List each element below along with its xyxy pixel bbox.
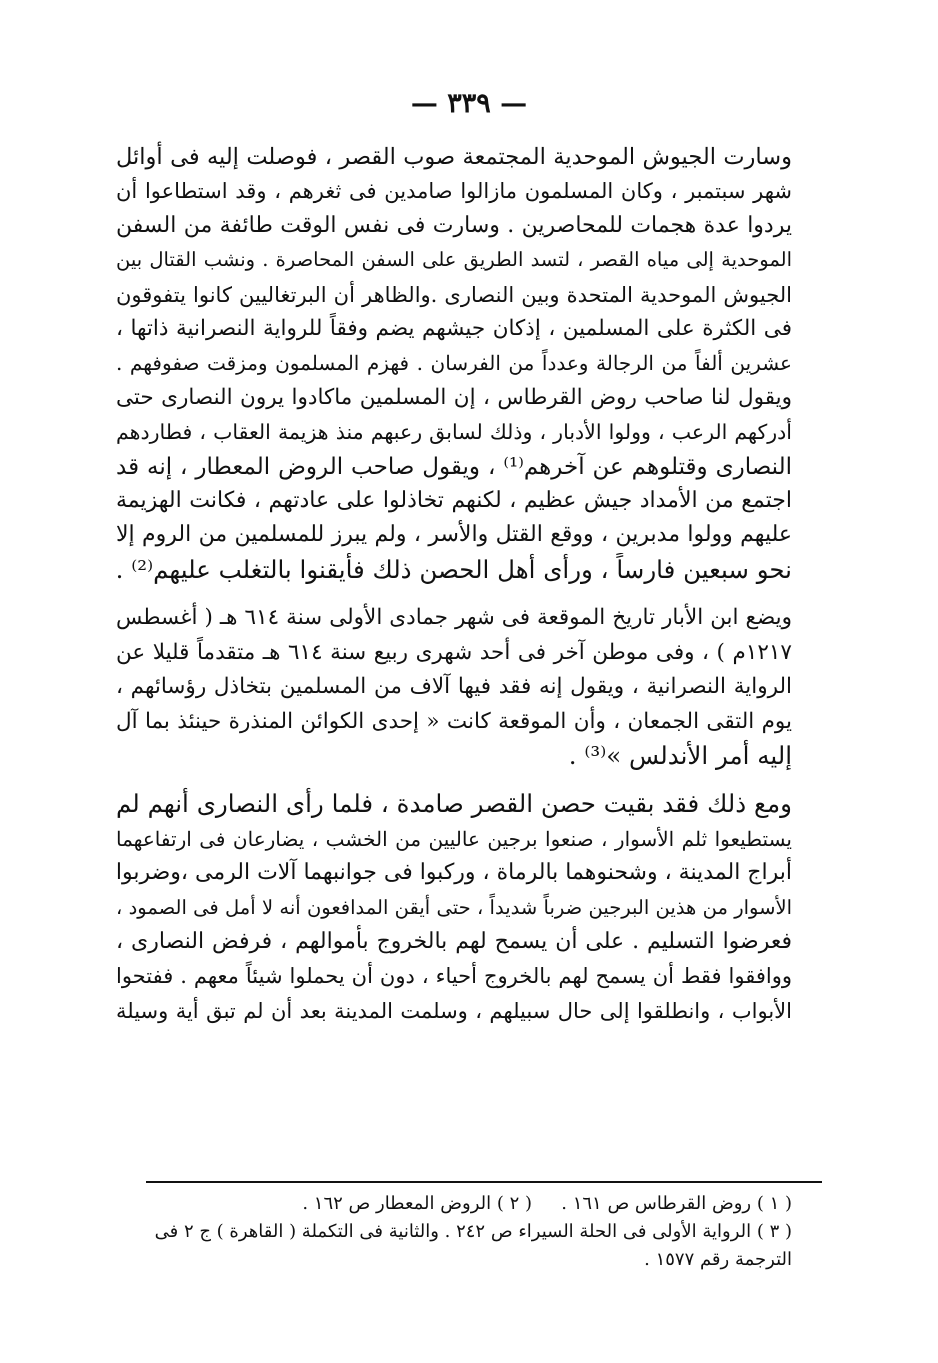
main-text — [116, 140, 792, 1028]
footnotes — [116, 1190, 792, 1274]
text-line: الرواية النصرانية ، ويقول إنه فقد فيها آلاف من المسلمين بتخاذل رؤسائهم ، — [116, 674, 792, 700]
text-line: ويقول لنا صاحب روض القرطاس ، إن المسلمين ماكادوا يرون النصارى حتى — [116, 384, 792, 410]
text-line: شهر سبتمبر ، وكان المسلمون مازالوا صامدين فى ثغرهم ، وقد استطاعوا أن — [116, 179, 792, 204]
text-line: عليهم وولوا مدبرين ، ووقع القتل والأسر ، ولم يبرز للمسلمين من الروم إلا — [116, 522, 792, 548]
text-line: يردوا عدة هجمات للمحاصرين . وسارت فى نفس الوقت طائفة من السفن — [116, 212, 792, 238]
text-line: الجيوش الموحدية المتحدة وبين النصارى .والظاهر أن البرتغاليين كانوا يتفوقون — [116, 282, 792, 307]
text-line: الموحدية إلى مياه القصر ، لتسد الطريق على السفن المحاصرة . ونشب القتال بين — [116, 248, 792, 272]
text-line: فى الكثرة على المسلمين ، إذكان جيشهم يضم وفقاً للرواية النصرانية ذاتها ، — [116, 316, 792, 342]
text-line: يوم التقى الجمعان ، وأن الموقعة كانت « إحدى الكوائن المنذرة حينئذ بما آل — [116, 708, 792, 734]
text-line: يستطيعوا ثلم الأسوار ، صنعوا برجين عاليين من الخشب ، يضارعان فى ارتفاعهما — [116, 826, 792, 851]
paragraph-3 — [116, 787, 792, 1028]
footnote-2: ( ٢ ) الروض المعطار ص ١٦٢ . — [302, 1193, 532, 1214]
text-line: ومع ذلك فقد بقيت حصن القصر صامدة ، فلما رأى النصارى أنهم لم — [116, 789, 792, 819]
text-line: النصارى وقتلوهم عن آخرهم⁽¹⁾ ، ويقول صاحب الروض المعطار ، إنه قد — [116, 453, 792, 480]
paragraph-2 — [116, 601, 792, 773]
footnote-3: ( ٣ ) الرواية الأولى فى الحلة السيراء ص ٢٤٢ . والثانية فى التكملة ( القاهرة ) ج ٢ فى — [154, 1221, 792, 1242]
text-line: اجتمع من الأمداد جيش عظيم ، لكنهم تخاذلوا على عادتهم ، فكانت الهزيمة — [116, 488, 792, 514]
text-line: عشرين ألفاً من الرجالة وعدداً من الفرسان . فهزم المسلمون ومزقت صفوفهم . — [116, 351, 792, 376]
text-line: ١٢١٧م ) ، وفى موطن آخر فى أحد شهرى ربيع سنة ٦١٤ هـ متقدماً قليلا عن — [116, 639, 792, 665]
footnote-row — [116, 1190, 792, 1218]
text-line: أدركهم الرعب ، وولوا الأدبار ، وذلك لسابق رعبهم منذ هزيمة العقاب ، فطاردهم — [116, 420, 792, 445]
text-line: الأبواب ، وانطلقوا إلى حال سبيلهم ، وسلمت المدينة بعد أن لم تبق أية وسيلة — [116, 998, 792, 1023]
text-line: وسارت الجيوش الموحدية المجتمعة صوب القصر ، فوصلت إليه فى أوائل — [116, 144, 792, 170]
page-number: — ٣٣٩ — — [410, 88, 528, 119]
paragraph-1 — [116, 140, 792, 587]
text-line: ويضع ابن الأبار تاريخ الموقعة فى شهر جمادى الأولى سنة ٦١٤ هـ ( أغسطس — [116, 605, 792, 631]
footnote-divider — [146, 1181, 822, 1183]
footnote-1: ( ١ ) روض القرطاس ص ١٦١ . — [561, 1193, 792, 1214]
footnote-3-continued: الترجمة رقم ١٥٧٧ . — [644, 1249, 792, 1270]
text-line: نحو سبعين فارساً ، ورأى أهل الحصن ذلك فأيقنوا بالتغلب عليهم⁽²⁾ . — [116, 554, 792, 584]
text-line: أبراج المدينة ، وشحنوهما بالرماة ، وركبوا فى جوانبهما آلات الرمى ،وضربوا — [116, 860, 792, 886]
text-line: ووافقوا فقط أن يسمح لهم بالخروج أحياء ، دون أن يحملوا شيئاً معهم . ففتحوا — [116, 964, 792, 989]
text-line: الأسوار من هذين البرجين ضرباً شديداً ، حتى أيقن المدافعون أنه لا أمل فى الصمود ، — [116, 895, 792, 919]
text-line: إليه أمر الأندلس »⁽³⁾ . — [568, 740, 792, 770]
text-line: فعرضوا التسليم . على أن يسمح لهم بالخروج بأموالهم ، فرفض النصارى ، — [116, 928, 792, 954]
